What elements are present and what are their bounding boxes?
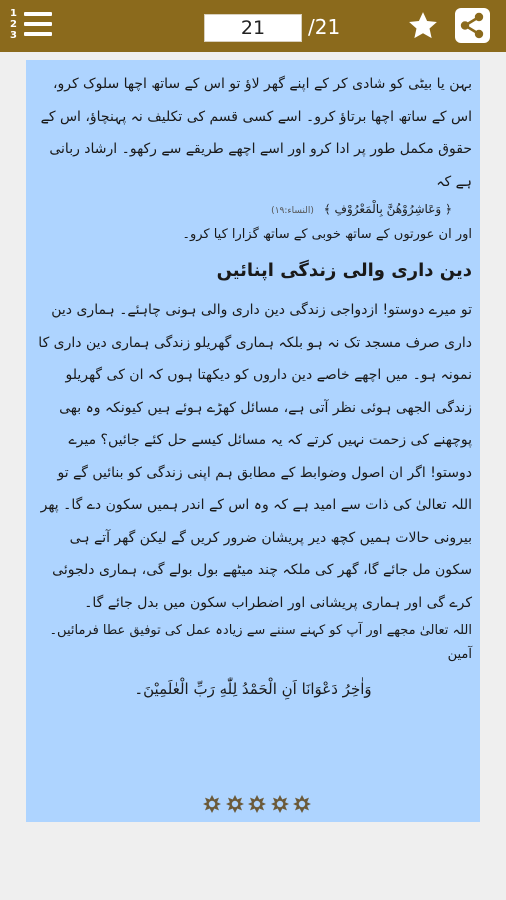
ameen-line: آمین	[447, 647, 472, 662]
menu-digit: 3	[10, 30, 17, 41]
chapter-list-button[interactable]	[8, 6, 56, 46]
page-number-input[interactable]: 21	[204, 14, 302, 42]
star-icon	[406, 9, 440, 43]
flower-ornament-icon	[247, 794, 267, 814]
menu-digit: 2	[10, 19, 17, 30]
paragraph: تو میرے دوستو! ازدواجی زندگی دین داری والی ہونی چاہئے۔ ہماری دین داری صرف مسجد تک نہ ہو بلکہ ہماری گھریلو زندگی ہماری دین داری کا نمونہ ہو۔ میں اچھے خاصے دین داروں کو دیکھتا ہوں کہ ان کی گھریلو زندگی الجھی ہوئی نظر آتی ہے، مسائل کھڑے ہوئے ہیں کیونکہ وہ بھی پوچھنے کی زحمت نہیں کرتے کہ یہ مسائل کیسے حل کئے جائیں؟ میرے دوستو! اگر ان اصول وضوابط کے مطابق ہم اپنی زندگی کو بنائیں گے تو اللہ تعالیٰ کی ذات سے امید ہے کہ وہ اس کے اندر ہمیں سکون دے گا۔ پھر بیرونی حالات ہمیں کچھ دیر پریشان ضرور کریں گے لیکن گھر آتے ہی سکون مل جائے گا، گھر کی ملکہ چند میٹھے بول بولے گی، ہماری دلجوئی کرے گی اور ہماری پریشانی اور اضطراب سکون میں بدل جائے گا۔	[38, 302, 472, 611]
total-pages-label: /21	[308, 15, 341, 39]
flower-ornament-icon	[225, 794, 245, 814]
verse-reference: (النساء:١٩)	[271, 206, 314, 216]
menu-line	[24, 32, 52, 36]
paragraph: بہن یا بیٹی کو شادی کر کے اپنے گھر لاؤ تو اس کے ساتھ اچھا سلوک کرو، اس کے ساتھ اچھا برتاؤ کرو۔ اسے کسی قسم کی تکلیف نہ پہنچاؤ، اس کے حقوق مکمل طور پر ادا کرو اور اسے اچھے طریقے سے رکھو۔ ارشاد ربانی ہے کہ	[40, 76, 472, 190]
share-icon	[455, 8, 490, 43]
flower-ornament-icon	[292, 794, 312, 814]
menu-digit: 1	[10, 8, 17, 19]
numbered-list-icon	[10, 8, 22, 41]
verse-translation: اور ان عورتوں کے ساتھ خوبی کے ساتھ گزارا کیا کرو۔	[182, 227, 472, 242]
book-page	[26, 60, 480, 822]
verse-text: ﴿ وَعَاشِرُوْهُنَّ بِالْمَعْرُوْفِ ﴾	[323, 202, 452, 216]
quran-verse	[34, 198, 452, 222]
bookmark-button[interactable]	[406, 9, 440, 43]
section-heading: دین داری والی زندگی اپنائیں	[216, 260, 472, 281]
menu-line	[24, 12, 52, 16]
flower-ornament-icon	[202, 794, 222, 814]
page-text	[34, 68, 472, 707]
menu-line	[24, 22, 52, 26]
share-button[interactable]	[455, 8, 490, 43]
closing-arabic: وَاٰخِرُ دَعْوَانَا اَنِ الْحَمْدُ لِلّٰهِ رَبِّ الْعٰلَمِيْنَ۔	[134, 680, 372, 698]
flower-ornament-icon	[270, 794, 290, 814]
dua-line: اللہ تعالیٰ مجھے اور آپ کو کہنے سننے سے زیادہ عمل کی توفیق عطا فرمائیں۔	[49, 623, 472, 638]
top-toolbar	[0, 0, 506, 52]
decorative-divider	[202, 794, 312, 820]
